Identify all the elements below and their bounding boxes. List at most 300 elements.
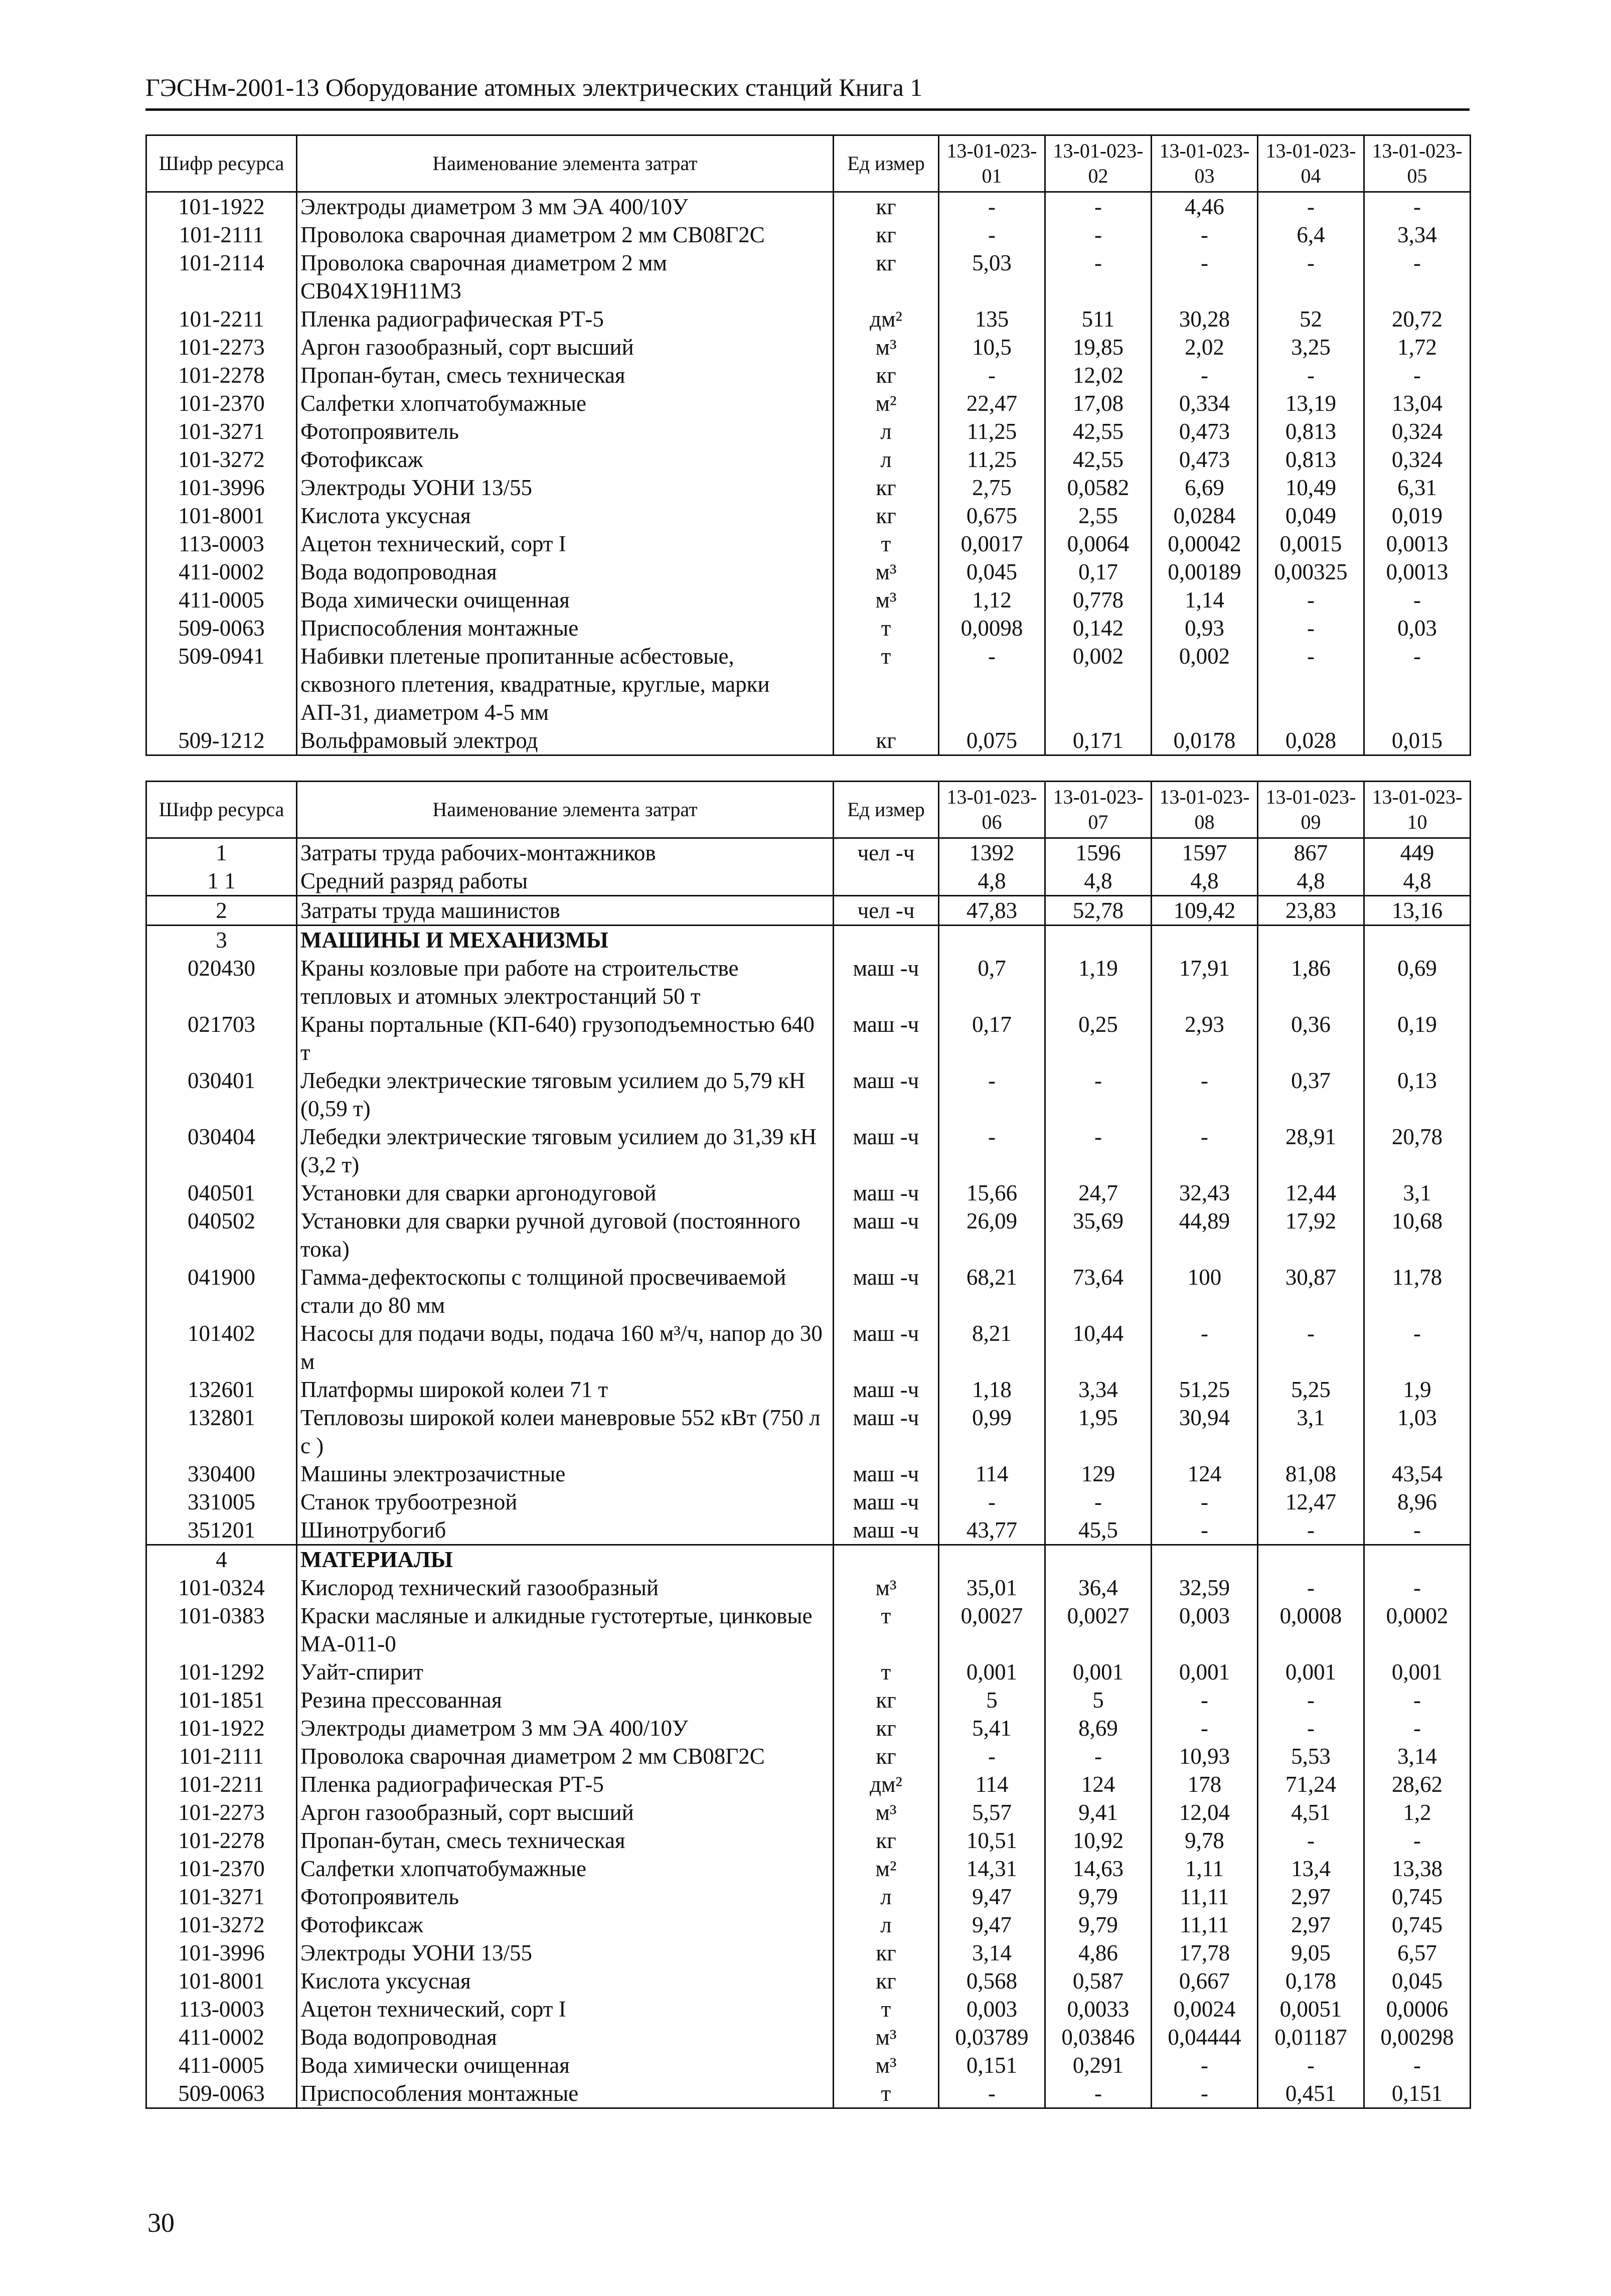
resource-name: Пленка радиографическая РТ-5 bbox=[297, 1770, 834, 1798]
value-cell: 4,8 bbox=[1045, 867, 1152, 896]
value-cell: 1,14 bbox=[1152, 586, 1258, 614]
value-cell: 0,0017 bbox=[939, 530, 1045, 558]
table-row bbox=[146, 1658, 1471, 1686]
value-cell: 0,151 bbox=[939, 2051, 1045, 2079]
resource-code: 509-1212 bbox=[146, 726, 297, 755]
value-cell: 42,55 bbox=[1045, 445, 1152, 474]
value-cell: 8,96 bbox=[1364, 1488, 1471, 1516]
value-cell: 0,473 bbox=[1152, 417, 1258, 445]
value-cell: - bbox=[1152, 1686, 1258, 1714]
value-cell: 0,0027 bbox=[1045, 1602, 1152, 1658]
value-cell: 0,93 bbox=[1152, 614, 1258, 642]
value-cell bbox=[1258, 926, 1364, 955]
resource-name: Установки для сварки аргонодуговой bbox=[297, 1179, 834, 1207]
value-cell: 11,78 bbox=[1364, 1263, 1471, 1319]
resource-code: 101-2370 bbox=[146, 1855, 297, 1883]
value-cell: 0,015 bbox=[1364, 726, 1471, 755]
resource-code: 411-0002 bbox=[146, 2023, 297, 2051]
value-cell: 5,03 bbox=[939, 249, 1045, 305]
resource-name: Фотопроявитель bbox=[297, 1883, 834, 1911]
value-cell: 4,8 bbox=[1152, 867, 1258, 896]
resource-code: 113-0003 bbox=[146, 530, 297, 558]
value-cell: 17,78 bbox=[1152, 1939, 1258, 1967]
unit-cell: маш -ч bbox=[834, 1460, 939, 1488]
value-cell bbox=[1045, 1545, 1152, 1574]
value-cell bbox=[1364, 1545, 1471, 1574]
value-cell: 19,85 bbox=[1045, 333, 1152, 361]
resource-code: 101-1292 bbox=[146, 1658, 297, 1686]
value-cell: 52 bbox=[1258, 305, 1364, 333]
table-row bbox=[146, 867, 1471, 896]
value-cell: 13,4 bbox=[1258, 1855, 1364, 1883]
value-cell: 4,8 bbox=[1364, 867, 1471, 896]
page-number: 30 bbox=[147, 2208, 175, 2238]
value-cell: - bbox=[1045, 249, 1152, 305]
value-cell: 51,25 bbox=[1152, 1375, 1258, 1404]
value-cell: 0,045 bbox=[1364, 1967, 1471, 1995]
resource-code: 101-3272 bbox=[146, 445, 297, 474]
value-cell: 4,51 bbox=[1258, 1798, 1364, 1826]
column-header-norm-code: 13-01-023-10 bbox=[1364, 782, 1471, 838]
resource-code: 101-2273 bbox=[146, 1798, 297, 1826]
table-row bbox=[146, 926, 1471, 955]
table-row bbox=[146, 1686, 1471, 1714]
value-cell: 47,83 bbox=[939, 896, 1045, 926]
table-row bbox=[146, 445, 1471, 474]
unit-cell: л bbox=[834, 1911, 939, 1939]
resource-name: Краны портальные (КП-640) грузоподъемностью 640 т bbox=[297, 1010, 834, 1066]
table-row bbox=[146, 1714, 1471, 1742]
value-cell: 0,00325 bbox=[1258, 558, 1364, 586]
value-cell: 10,68 bbox=[1364, 1207, 1471, 1263]
resource-name: Ацетон технический, сорт I bbox=[297, 530, 834, 558]
value-cell: 1596 bbox=[1045, 838, 1152, 867]
table-row bbox=[146, 2051, 1471, 2079]
value-cell: - bbox=[1364, 642, 1471, 726]
resource-code: 040501 bbox=[146, 1179, 297, 1207]
value-cell: 42,55 bbox=[1045, 417, 1152, 445]
value-cell: 68,21 bbox=[939, 1263, 1045, 1319]
value-cell: - bbox=[1152, 361, 1258, 389]
value-cell: 124 bbox=[1045, 1770, 1152, 1798]
value-cell bbox=[1045, 926, 1152, 955]
resource-code: 101-8001 bbox=[146, 1967, 297, 1995]
value-cell: 35,01 bbox=[939, 1574, 1045, 1602]
unit-cell: кг bbox=[834, 1714, 939, 1742]
resource-code: 101-2211 bbox=[146, 1770, 297, 1798]
table-body bbox=[146, 192, 1471, 755]
value-cell: 9,79 bbox=[1045, 1911, 1152, 1939]
unit-cell: кг bbox=[834, 1826, 939, 1855]
value-cell: - bbox=[1258, 614, 1364, 642]
value-cell bbox=[1364, 926, 1471, 955]
resource-code: 411-0005 bbox=[146, 586, 297, 614]
table-row bbox=[146, 1995, 1471, 2023]
value-cell: 100 bbox=[1152, 1263, 1258, 1319]
column-header-norm-code: 13-01-023-06 bbox=[939, 782, 1045, 838]
value-cell: - bbox=[1258, 642, 1364, 726]
table-row bbox=[146, 192, 1471, 221]
value-cell: 0,00298 bbox=[1364, 2023, 1471, 2051]
resource-name: Краны козловые при работе на строительстве тепловых и атомных электростанций 50 т bbox=[297, 954, 834, 1010]
unit-cell: маш -ч bbox=[834, 954, 939, 1010]
value-cell: 35,69 bbox=[1045, 1207, 1152, 1263]
value-cell: 17,91 bbox=[1152, 954, 1258, 1010]
resource-name: Резина прессованная bbox=[297, 1686, 834, 1714]
value-cell: 11,11 bbox=[1152, 1883, 1258, 1911]
resource-name: Вода водопроводная bbox=[297, 2023, 834, 2051]
value-cell: - bbox=[1258, 1714, 1364, 1742]
value-cell: - bbox=[1152, 249, 1258, 305]
value-cell: 81,08 bbox=[1258, 1460, 1364, 1488]
table-row bbox=[146, 1516, 1471, 1545]
value-cell: - bbox=[1258, 1516, 1364, 1545]
value-cell: 13,04 bbox=[1364, 389, 1471, 417]
value-cell: 36,4 bbox=[1045, 1574, 1152, 1602]
resource-table-1 bbox=[145, 134, 1471, 756]
table-row bbox=[146, 474, 1471, 502]
value-cell: 0,451 bbox=[1258, 2079, 1364, 2108]
value-cell: 9,47 bbox=[939, 1911, 1045, 1939]
column-header-unit: Ед измер bbox=[834, 135, 939, 192]
value-cell: 9,79 bbox=[1045, 1883, 1152, 1911]
unit-cell: маш -ч bbox=[834, 1010, 939, 1066]
resource-name: Затраты труда рабочих-монтажников bbox=[297, 838, 834, 867]
value-cell: 114 bbox=[939, 1770, 1045, 1798]
value-cell: - bbox=[1045, 1742, 1152, 1770]
table-row bbox=[146, 614, 1471, 642]
value-cell: 0,0051 bbox=[1258, 1995, 1364, 2023]
value-cell: - bbox=[1364, 1686, 1471, 1714]
value-cell bbox=[1258, 1545, 1364, 1574]
value-cell: 6,4 bbox=[1258, 221, 1364, 249]
value-cell: 8,69 bbox=[1045, 1714, 1152, 1742]
value-cell: 13,16 bbox=[1364, 896, 1471, 926]
resource-name: Аргон газообразный, сорт высший bbox=[297, 333, 834, 361]
value-cell: 0,324 bbox=[1364, 417, 1471, 445]
value-cell: 0,587 bbox=[1045, 1967, 1152, 1995]
unit-cell: т bbox=[834, 1995, 939, 2023]
value-cell: 0,142 bbox=[1045, 614, 1152, 642]
value-cell: 0,04444 bbox=[1152, 2023, 1258, 2051]
resource-code: 101-2370 bbox=[146, 389, 297, 417]
value-cell: 0,00189 bbox=[1152, 558, 1258, 586]
column-header-code: Шифр ресурса bbox=[146, 135, 297, 192]
unit-cell: маш -ч bbox=[834, 1516, 939, 1545]
value-cell: 10,51 bbox=[939, 1826, 1045, 1855]
table-row bbox=[146, 417, 1471, 445]
value-cell: 0,0013 bbox=[1364, 558, 1471, 586]
resource-code: 411-0002 bbox=[146, 558, 297, 586]
value-cell: - bbox=[1045, 221, 1152, 249]
value-cell: 1597 bbox=[1152, 838, 1258, 867]
resource-code: 101-2114 bbox=[146, 249, 297, 305]
value-cell: - bbox=[1258, 249, 1364, 305]
value-cell: - bbox=[1364, 2051, 1471, 2079]
resource-name: Уайт-спирит bbox=[297, 1658, 834, 1686]
value-cell: 14,63 bbox=[1045, 1855, 1152, 1883]
value-cell: 17,08 bbox=[1045, 389, 1152, 417]
value-cell: - bbox=[1364, 1826, 1471, 1855]
resource-name: Приспособления монтажные bbox=[297, 614, 834, 642]
column-header-code: Шифр ресурса bbox=[146, 782, 297, 838]
value-cell: 12,04 bbox=[1152, 1798, 1258, 1826]
unit-cell: т bbox=[834, 1602, 939, 1658]
resource-code: 101-3272 bbox=[146, 1911, 297, 1939]
table-row bbox=[146, 1855, 1471, 1883]
unit-cell: кг bbox=[834, 1742, 939, 1770]
value-cell: 124 bbox=[1152, 1460, 1258, 1488]
unit-cell: чел -ч bbox=[834, 896, 939, 926]
resource-name: Электроды УОНИ 13/55 bbox=[297, 474, 834, 502]
resource-code: 3 bbox=[146, 926, 297, 955]
column-header-norm-code: 13-01-023-09 bbox=[1258, 782, 1364, 838]
column-header-norm-code: 13-01-023-03 bbox=[1152, 135, 1258, 192]
table-row bbox=[146, 502, 1471, 530]
value-cell: 1,12 bbox=[939, 586, 1045, 614]
value-cell: 30,87 bbox=[1258, 1263, 1364, 1319]
value-cell: 44,89 bbox=[1152, 1207, 1258, 1263]
table-row bbox=[146, 333, 1471, 361]
value-cell: 28,62 bbox=[1364, 1770, 1471, 1798]
value-cell: - bbox=[1152, 1066, 1258, 1123]
unit-cell: дм² bbox=[834, 305, 939, 333]
resource-table-2 bbox=[145, 781, 1471, 2109]
unit-cell: кг bbox=[834, 1967, 939, 1995]
resource-code: 101-1922 bbox=[146, 192, 297, 221]
value-cell: 0,01187 bbox=[1258, 2023, 1364, 2051]
value-cell: 10,44 bbox=[1045, 1319, 1152, 1375]
resource-code: 351201 bbox=[146, 1516, 297, 1545]
value-cell: 114 bbox=[939, 1460, 1045, 1488]
value-cell: 0,813 bbox=[1258, 445, 1364, 474]
value-cell bbox=[1152, 1545, 1258, 1574]
value-cell: 0,001 bbox=[939, 1658, 1045, 1686]
value-cell: 5 bbox=[1045, 1686, 1152, 1714]
unit-cell: м³ bbox=[834, 558, 939, 586]
value-cell: 449 bbox=[1364, 838, 1471, 867]
value-cell: 5,53 bbox=[1258, 1742, 1364, 1770]
value-cell: 2,55 bbox=[1045, 502, 1152, 530]
table-row bbox=[146, 249, 1471, 305]
value-cell: 1,03 bbox=[1364, 1404, 1471, 1460]
value-cell: - bbox=[939, 192, 1045, 221]
value-cell: 9,78 bbox=[1152, 1826, 1258, 1855]
table-row bbox=[146, 586, 1471, 614]
value-cell: 0,745 bbox=[1364, 1883, 1471, 1911]
unit-cell: маш -ч bbox=[834, 1319, 939, 1375]
value-cell: 45,5 bbox=[1045, 1516, 1152, 1545]
value-cell: - bbox=[1045, 192, 1152, 221]
unit-cell: м³ bbox=[834, 2051, 939, 2079]
value-cell: - bbox=[1364, 586, 1471, 614]
resource-code: 101-2111 bbox=[146, 1742, 297, 1770]
value-cell: - bbox=[1258, 1686, 1364, 1714]
unit-cell: кг bbox=[834, 1939, 939, 1967]
unit-cell: маш -ч bbox=[834, 1066, 939, 1123]
resource-code: 030401 bbox=[146, 1066, 297, 1123]
value-cell: 12,02 bbox=[1045, 361, 1152, 389]
resource-code: 101-0324 bbox=[146, 1574, 297, 1602]
column-header-norm-code: 13-01-023-01 bbox=[939, 135, 1045, 192]
resource-name: Проволока сварочная диаметром 2 мм СВ08Г2С bbox=[297, 1742, 834, 1770]
table-row bbox=[146, 1207, 1471, 1263]
table-row bbox=[146, 1967, 1471, 1995]
value-cell: - bbox=[939, 1742, 1045, 1770]
value-cell: - bbox=[1152, 1123, 1258, 1179]
value-cell: 15,66 bbox=[939, 1179, 1045, 1207]
table-row bbox=[146, 1319, 1471, 1375]
value-cell: 3,1 bbox=[1258, 1404, 1364, 1460]
unit-cell: л bbox=[834, 417, 939, 445]
resource-name: Вода водопроводная bbox=[297, 558, 834, 586]
value-cell: 0,178 bbox=[1258, 1967, 1364, 1995]
value-cell: 0,473 bbox=[1152, 445, 1258, 474]
value-cell: 20,78 bbox=[1364, 1123, 1471, 1179]
value-cell: 43,54 bbox=[1364, 1460, 1471, 1488]
table-row bbox=[146, 2079, 1471, 2108]
table-header-row bbox=[146, 782, 1471, 838]
resource-code: 1 bbox=[146, 838, 297, 867]
value-cell: 0,36 bbox=[1258, 1010, 1364, 1066]
unit-cell: т bbox=[834, 530, 939, 558]
value-cell: 0,002 bbox=[1152, 642, 1258, 726]
unit-cell: маш -ч bbox=[834, 1488, 939, 1516]
value-cell: 0,667 bbox=[1152, 1967, 1258, 1995]
unit-cell: маш -ч bbox=[834, 1207, 939, 1263]
table-header-row bbox=[146, 135, 1471, 192]
value-cell: - bbox=[1152, 2079, 1258, 2108]
value-cell: 23,83 bbox=[1258, 896, 1364, 926]
resource-name: Установки для сварки ручной дуговой (постоянного тока) bbox=[297, 1207, 834, 1263]
resource-code: 101-3996 bbox=[146, 1939, 297, 1967]
value-cell: 0,69 bbox=[1364, 954, 1471, 1010]
table-row bbox=[146, 530, 1471, 558]
value-cell: 0,37 bbox=[1258, 1066, 1364, 1123]
value-cell: 1,11 bbox=[1152, 1855, 1258, 1883]
unit-cell: кг bbox=[834, 221, 939, 249]
value-cell: - bbox=[939, 361, 1045, 389]
value-cell: 0,0015 bbox=[1258, 530, 1364, 558]
value-cell: 24,7 bbox=[1045, 1179, 1152, 1207]
resource-code: 101-1851 bbox=[146, 1686, 297, 1714]
value-cell: 28,91 bbox=[1258, 1123, 1364, 1179]
value-cell: 1392 bbox=[939, 838, 1045, 867]
resource-name: Машины электрозачистные bbox=[297, 1460, 834, 1488]
value-cell: 10,5 bbox=[939, 333, 1045, 361]
table-row bbox=[146, 896, 1471, 926]
resource-name: Приспособления монтажные bbox=[297, 2079, 834, 2108]
value-cell: - bbox=[1258, 2051, 1364, 2079]
value-cell: 26,09 bbox=[939, 1207, 1045, 1263]
value-cell: 3,14 bbox=[1364, 1742, 1471, 1770]
unit-cell: м³ bbox=[834, 1574, 939, 1602]
value-cell: - bbox=[1258, 361, 1364, 389]
value-cell: 13,19 bbox=[1258, 389, 1364, 417]
unit-cell: кг bbox=[834, 249, 939, 305]
table-row bbox=[146, 726, 1471, 755]
value-cell: 71,24 bbox=[1258, 1770, 1364, 1798]
column-header-norm-code: 13-01-023-02 bbox=[1045, 135, 1152, 192]
value-cell: 0,334 bbox=[1152, 389, 1258, 417]
unit-cell: л bbox=[834, 445, 939, 474]
resource-name: Электроды УОНИ 13/55 bbox=[297, 1939, 834, 1967]
value-cell: 5,25 bbox=[1258, 1375, 1364, 1404]
value-cell: - bbox=[1152, 1319, 1258, 1375]
unit-cell: т bbox=[834, 2079, 939, 2108]
value-cell: 129 bbox=[1045, 1460, 1152, 1488]
unit-cell: м² bbox=[834, 389, 939, 417]
unit-cell: т bbox=[834, 1658, 939, 1686]
resource-name: Фотопроявитель bbox=[297, 417, 834, 445]
value-cell: 8,21 bbox=[939, 1319, 1045, 1375]
value-cell: 10,93 bbox=[1152, 1742, 1258, 1770]
value-cell: 9,47 bbox=[939, 1883, 1045, 1911]
value-cell: 1,72 bbox=[1364, 333, 1471, 361]
unit-cell: кг bbox=[834, 1686, 939, 1714]
table-row bbox=[146, 1066, 1471, 1123]
resource-name: Насосы для подачи воды, подача 160 м³/ч, напор до 30 м bbox=[297, 1319, 834, 1375]
value-cell: 30,28 bbox=[1152, 305, 1258, 333]
value-cell: - bbox=[1364, 1516, 1471, 1545]
table-row bbox=[146, 1460, 1471, 1488]
value-cell: 0,568 bbox=[939, 1967, 1045, 1995]
table-row bbox=[146, 1010, 1471, 1066]
table-row bbox=[146, 954, 1471, 1010]
value-cell: 2,75 bbox=[939, 474, 1045, 502]
value-cell: 0,075 bbox=[939, 726, 1045, 755]
value-cell: - bbox=[939, 1066, 1045, 1123]
resource-code: 101-2278 bbox=[146, 1826, 297, 1855]
resource-name: Пропан-бутан, смесь техническая bbox=[297, 361, 834, 389]
value-cell: 0,019 bbox=[1364, 502, 1471, 530]
unit-cell bbox=[834, 867, 939, 896]
unit-cell: кг bbox=[834, 361, 939, 389]
value-cell bbox=[939, 926, 1045, 955]
value-cell: 4,46 bbox=[1152, 192, 1258, 221]
value-cell: 2,93 bbox=[1152, 1010, 1258, 1066]
resource-name: Кислород технический газообразный bbox=[297, 1574, 834, 1602]
resource-code: 2 bbox=[146, 896, 297, 926]
value-cell: 73,64 bbox=[1045, 1263, 1152, 1319]
value-cell: 178 bbox=[1152, 1770, 1258, 1798]
value-cell: 0,0582 bbox=[1045, 474, 1152, 502]
resource-code: 331005 bbox=[146, 1488, 297, 1516]
unit-cell: м³ bbox=[834, 333, 939, 361]
resource-code: 040502 bbox=[146, 1207, 297, 1263]
value-cell: 4,8 bbox=[1258, 867, 1364, 896]
resource-name: Салфетки хлопчатобумажные bbox=[297, 1855, 834, 1883]
table-row bbox=[146, 221, 1471, 249]
value-cell: - bbox=[1258, 1319, 1364, 1375]
column-header-name: Наименование элемента затрат bbox=[297, 135, 834, 192]
value-cell: - bbox=[1364, 361, 1471, 389]
value-cell: 0,0002 bbox=[1364, 1602, 1471, 1658]
value-cell: 0,0098 bbox=[939, 614, 1045, 642]
value-cell: - bbox=[1364, 1714, 1471, 1742]
value-cell: 1,95 bbox=[1045, 1404, 1152, 1460]
resource-code: 509-0063 bbox=[146, 614, 297, 642]
resource-name: Кислота уксусная bbox=[297, 1967, 834, 1995]
value-cell: 0,0284 bbox=[1152, 502, 1258, 530]
value-cell: 0,25 bbox=[1045, 1010, 1152, 1066]
value-cell: 0,151 bbox=[1364, 2079, 1471, 2108]
resource-name: Кислота уксусная bbox=[297, 502, 834, 530]
unit-cell bbox=[834, 926, 939, 955]
value-cell: 0,17 bbox=[1045, 558, 1152, 586]
table-row bbox=[146, 838, 1471, 867]
value-cell: 11,25 bbox=[939, 445, 1045, 474]
